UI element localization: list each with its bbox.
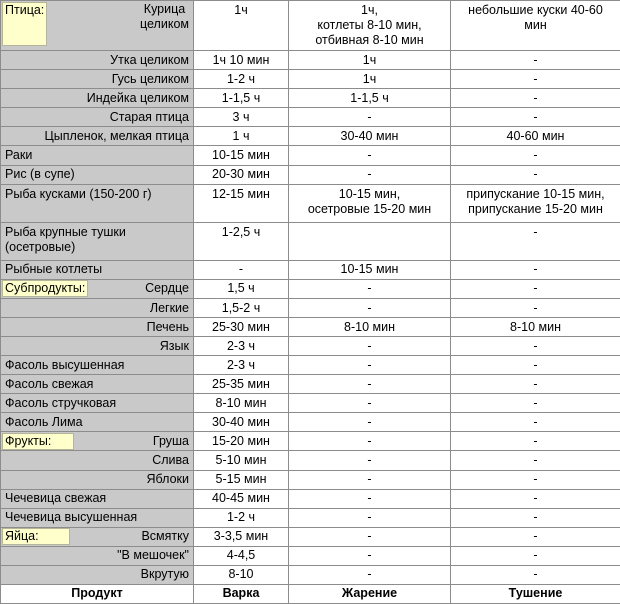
boil-cell: 1 ч bbox=[194, 127, 289, 146]
product-name: Курица целиком bbox=[140, 2, 189, 31]
product-cell: Чечевица высушенная bbox=[1, 508, 194, 527]
fry-cell: 1ч, котлеты 8-10 мин, отбивная 8-10 мин bbox=[289, 1, 451, 51]
table-row bbox=[1, 527, 620, 546]
fry-cell: 10-15 мин bbox=[289, 260, 451, 279]
fry-cell: - bbox=[289, 298, 451, 317]
table-row bbox=[1, 1, 620, 51]
stew-cell: - bbox=[451, 222, 620, 260]
stew-cell: - bbox=[451, 89, 620, 108]
product-cell: Старая птица bbox=[1, 108, 194, 127]
boil-cell: 8-10 мин bbox=[194, 394, 289, 413]
table-row bbox=[1, 279, 620, 298]
stew-cell: - bbox=[451, 546, 620, 565]
boil-cell: 3 ч bbox=[194, 108, 289, 127]
stew-cell: - bbox=[451, 70, 620, 89]
product-cell: Фасоль Лима bbox=[1, 413, 194, 432]
stew-cell: - bbox=[451, 432, 620, 451]
product-cell: Утка целиком bbox=[1, 51, 194, 70]
fry-cell: - bbox=[289, 527, 451, 546]
stew-cell: - bbox=[451, 413, 620, 432]
stew-cell: 8-10 мин bbox=[451, 318, 620, 337]
fry-cell: - bbox=[289, 489, 451, 508]
stew-cell: 40-60 мин bbox=[451, 127, 620, 146]
category-label: Яйца: bbox=[2, 528, 70, 545]
table-row bbox=[1, 337, 620, 356]
column-header-product: Продукт bbox=[1, 584, 194, 603]
fry-cell: - bbox=[289, 546, 451, 565]
table-row bbox=[1, 260, 620, 279]
boil-cell: 1ч 10 мин bbox=[194, 51, 289, 70]
boil-cell: 20-30 мин bbox=[194, 165, 289, 184]
product-cell: Яблоки bbox=[1, 470, 194, 489]
product-cell: Фасоль стручковая bbox=[1, 394, 194, 413]
product-name: Груша bbox=[152, 433, 189, 448]
fry-cell: - bbox=[289, 356, 451, 375]
fry-cell: 1ч bbox=[289, 70, 451, 89]
boil-cell: 40-45 мин bbox=[194, 489, 289, 508]
boil-cell: 1ч bbox=[194, 1, 289, 51]
product-cell: Чечевица свежая bbox=[1, 489, 194, 508]
product-cell: Язык bbox=[1, 337, 194, 356]
table-row bbox=[1, 546, 620, 565]
stew-cell: - bbox=[451, 375, 620, 394]
fry-cell: - bbox=[289, 565, 451, 584]
table-row bbox=[1, 70, 620, 89]
product-cell bbox=[1, 527, 194, 546]
table-row bbox=[1, 108, 620, 127]
stew-cell: - bbox=[451, 146, 620, 165]
boil-cell: 5-15 мин bbox=[194, 470, 289, 489]
stew-cell: - bbox=[451, 527, 620, 546]
fry-cell: - bbox=[289, 146, 451, 165]
table-row bbox=[1, 451, 620, 470]
stew-cell: - bbox=[451, 565, 620, 584]
product-cell: Фасоль высушенная bbox=[1, 356, 194, 375]
table-row bbox=[1, 489, 620, 508]
product-cell: Слива bbox=[1, 451, 194, 470]
table-row bbox=[1, 51, 620, 70]
stew-cell: - bbox=[451, 298, 620, 317]
fry-cell: - bbox=[289, 337, 451, 356]
fry-cell: - bbox=[289, 413, 451, 432]
table-row bbox=[1, 432, 620, 451]
product-cell: Рыбные котлеты bbox=[1, 260, 194, 279]
stew-cell: - bbox=[451, 279, 620, 298]
table-row bbox=[1, 222, 620, 260]
stew-cell: - bbox=[451, 451, 620, 470]
table-row bbox=[1, 413, 620, 432]
table-row bbox=[1, 375, 620, 394]
column-header-boil: Варка bbox=[194, 584, 289, 603]
column-header-row bbox=[1, 584, 620, 603]
table-row bbox=[1, 298, 620, 317]
product-cell: Рис (в супе) bbox=[1, 165, 194, 184]
boil-cell: 8-10 bbox=[194, 565, 289, 584]
fry-cell bbox=[289, 222, 451, 260]
boil-cell: 2-3 ч bbox=[194, 337, 289, 356]
column-header-stew: Тушение bbox=[451, 584, 620, 603]
table-row bbox=[1, 165, 620, 184]
table-row bbox=[1, 89, 620, 108]
boil-cell: 1-2 ч bbox=[194, 70, 289, 89]
column-header-fry: Жарение bbox=[289, 584, 451, 603]
boil-cell: 25-30 мин bbox=[194, 318, 289, 337]
product-cell: Печень bbox=[1, 318, 194, 337]
fry-cell: - bbox=[289, 508, 451, 527]
product-cell: Рыба кусками (150-200 г) bbox=[1, 184, 194, 222]
category-label: Птица: bbox=[2, 2, 47, 46]
boil-cell: 12-15 мин bbox=[194, 184, 289, 222]
fry-cell: - bbox=[289, 394, 451, 413]
product-cell bbox=[1, 432, 194, 451]
stew-cell: - bbox=[451, 165, 620, 184]
stew-cell: - bbox=[451, 337, 620, 356]
fry-cell: - bbox=[289, 432, 451, 451]
fry-cell: 1-1,5 ч bbox=[289, 89, 451, 108]
boil-cell: 15-20 мин bbox=[194, 432, 289, 451]
boil-cell: 10-15 мин bbox=[194, 146, 289, 165]
category-label: Субпродукты: bbox=[2, 280, 88, 297]
product-name: Всмятку bbox=[141, 529, 189, 544]
stew-cell: - bbox=[451, 356, 620, 375]
fry-cell: - bbox=[289, 375, 451, 394]
product-cell bbox=[1, 279, 194, 298]
table-row bbox=[1, 394, 620, 413]
stew-cell: - bbox=[451, 508, 620, 527]
table-row bbox=[1, 470, 620, 489]
table-row bbox=[1, 565, 620, 584]
fry-cell: - bbox=[289, 165, 451, 184]
stew-cell: - bbox=[451, 108, 620, 127]
product-cell: Фасоль свежая bbox=[1, 375, 194, 394]
product-cell: Раки bbox=[1, 146, 194, 165]
stew-cell: - bbox=[451, 51, 620, 70]
fry-cell: - bbox=[289, 451, 451, 470]
product-cell: Индейка целиком bbox=[1, 89, 194, 108]
stew-cell: - bbox=[451, 470, 620, 489]
fry-cell: - bbox=[289, 108, 451, 127]
fry-cell: 8-10 мин bbox=[289, 318, 451, 337]
boil-cell: 1-1,5 ч bbox=[194, 89, 289, 108]
product-cell: Рыба крупные тушки (осетровые) bbox=[1, 222, 194, 260]
boil-cell: 5-10 мин bbox=[194, 451, 289, 470]
table-row bbox=[1, 184, 620, 222]
table-row bbox=[1, 127, 620, 146]
stew-cell: - bbox=[451, 489, 620, 508]
boil-cell: 4-4,5 bbox=[194, 546, 289, 565]
table-row bbox=[1, 356, 620, 375]
fry-cell: 30-40 мин bbox=[289, 127, 451, 146]
product-cell: Цыпленок, мелкая птица bbox=[1, 127, 194, 146]
table-row bbox=[1, 508, 620, 527]
boil-cell: 2-3 ч bbox=[194, 356, 289, 375]
fry-cell: - bbox=[289, 470, 451, 489]
boil-cell: - bbox=[194, 260, 289, 279]
product-cell: Легкие bbox=[1, 298, 194, 317]
fry-cell: - bbox=[289, 279, 451, 298]
table-row bbox=[1, 318, 620, 337]
product-name: Сердце bbox=[145, 281, 189, 296]
boil-cell: 1,5-2 ч bbox=[194, 298, 289, 317]
stew-cell: припускание 10-15 мин, припускание 15-20 мин bbox=[451, 184, 620, 222]
boil-cell: 1,5 ч bbox=[194, 279, 289, 298]
product-cell: Вкрутую bbox=[1, 565, 194, 584]
stew-cell: небольшие куски 40-60 мин bbox=[451, 1, 620, 51]
fry-cell: 10-15 мин, осетровые 15-20 мин bbox=[289, 184, 451, 222]
product-cell: "В мешочек" bbox=[1, 546, 194, 565]
table-row bbox=[1, 146, 620, 165]
boil-cell: 1-2,5 ч bbox=[194, 222, 289, 260]
stew-cell: - bbox=[451, 260, 620, 279]
stew-cell: - bbox=[451, 394, 620, 413]
product-cell bbox=[1, 1, 194, 51]
fry-cell: 1ч bbox=[289, 51, 451, 70]
boil-cell: 25-35 мин bbox=[194, 375, 289, 394]
product-cell: Гусь целиком bbox=[1, 70, 194, 89]
boil-cell: 30-40 мин bbox=[194, 413, 289, 432]
category-label: Фрукты: bbox=[2, 433, 74, 450]
boil-cell: 3-3,5 мин bbox=[194, 527, 289, 546]
boil-cell: 1-2 ч bbox=[194, 508, 289, 527]
